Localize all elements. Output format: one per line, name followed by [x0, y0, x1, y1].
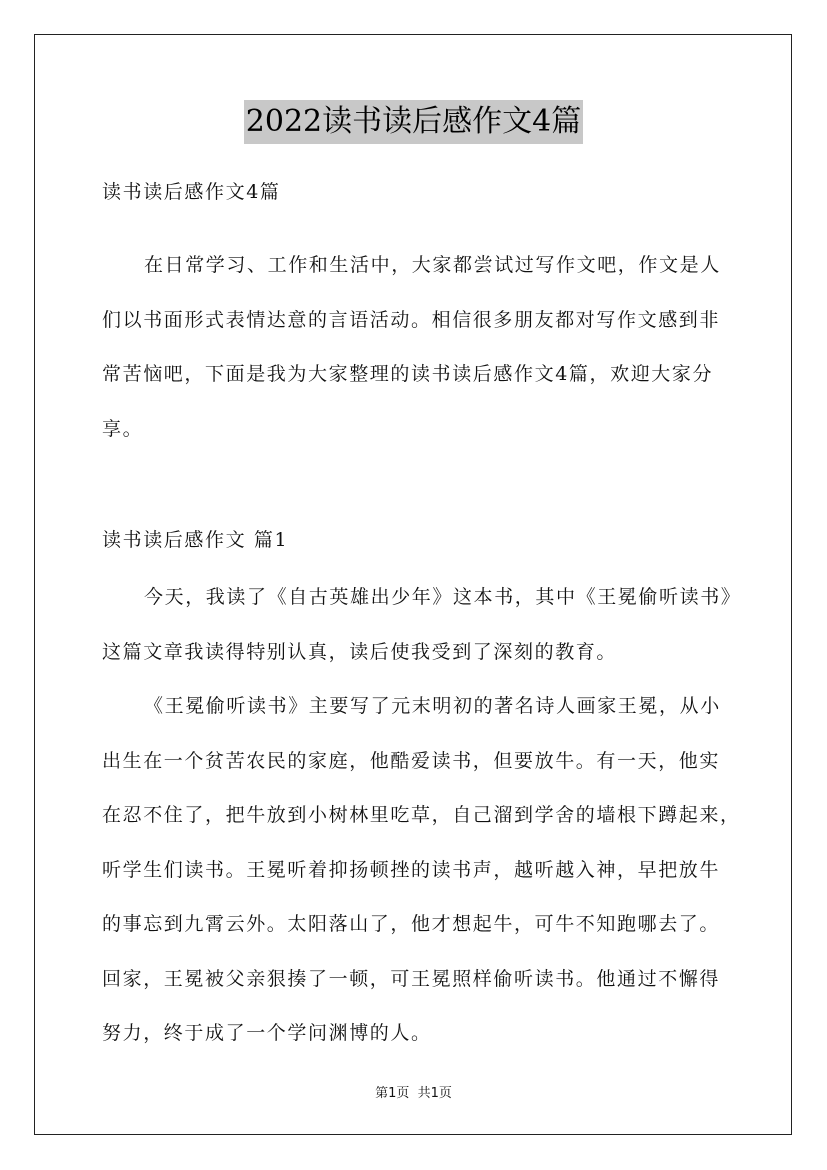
paragraph-line: 在忍不住了，把牛放到小树林里吃草，自己溜到学舍的墙根下蹲起来，: [102, 804, 741, 826]
paragraph-line: 回家，王冕被父亲狠揍了一顿，可王冕照样偷听读书。他通过不懈得: [102, 967, 721, 990]
paragraph-line: 努力，终于成了一个学问渊博的人。: [102, 1022, 432, 1044]
title-area: [0, 100, 827, 144]
section1-paragraph-2: [102, 679, 742, 1061]
paragraph-line: 这篇文章我读得特别认真，读后使我受到了深刻的教育。: [102, 640, 618, 663]
document-subtitle: 读书读后感作文4篇: [102, 181, 281, 203]
intro-paragraph: [102, 238, 742, 456]
paragraph-line: 《王冕偷听读书》主要写了元末明初的著名诗人画家王冕，从小: [144, 695, 721, 717]
document-title: 2022读书读后感作文4篇: [244, 100, 583, 144]
paragraph-line: 听学生们读书。王冕听着抑扬顿挫的读书声，越听越入神，早把放牛: [102, 858, 721, 881]
section1-paragraph-1: [102, 570, 742, 679]
document-body: [102, 170, 742, 1061]
paragraph-line: 享。: [102, 417, 144, 440]
paragraph-line: 们以书面形式表情达意的言语活动。相信很多朋友都对写作文感到非: [102, 308, 721, 331]
paragraph-line: 的事忘到九霄云外。太阳落山了，他才想起牛，可牛不知跑哪去了。: [102, 913, 721, 935]
page-footer: 第1页 共1页: [375, 1086, 452, 1101]
paragraph-line: 常苦恼吧，下面是我为大家整理的读书读后感作文4篇，欢迎大家分: [102, 363, 714, 385]
paragraph-line: 在日常学习、工作和生活中，大家都尝试过写作文吧，作文是人: [144, 254, 721, 276]
paragraph-line: 出生在一个贫苦农民的家庭，他酷爱读书，但要放牛。有一天，他实: [102, 749, 721, 772]
section-heading: 读书读后感作文 篇1: [102, 529, 289, 551]
paragraph-line: 今天，我读了《自古英雄出少年》这本书，其中《王冕偷听读书》: [144, 586, 742, 608]
